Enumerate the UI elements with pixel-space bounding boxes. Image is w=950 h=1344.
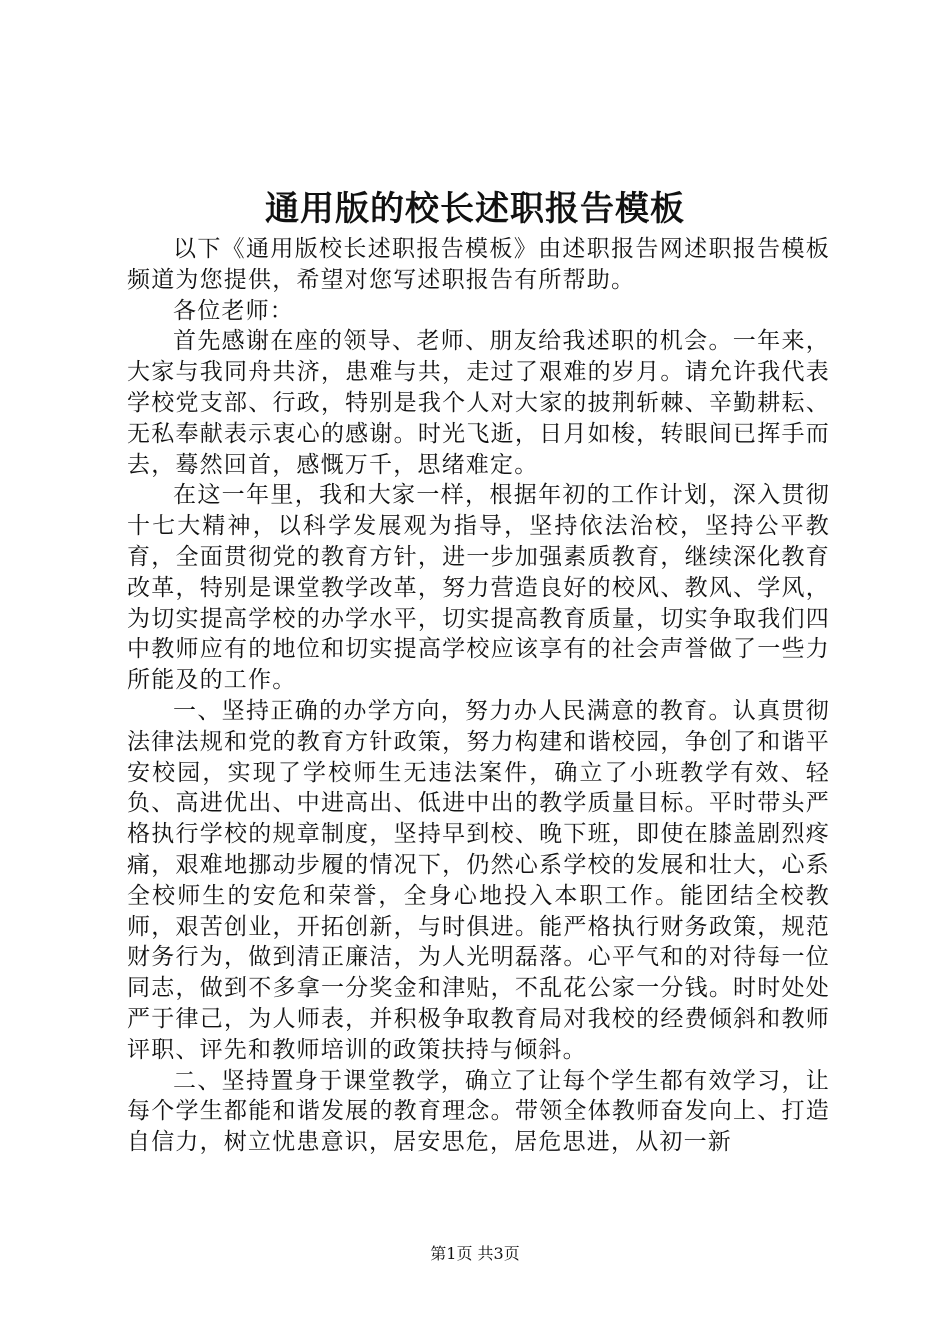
paragraph-overview: 在这一年里，我和大家一样，根据年初的工作计划，深入贯彻十七大精神，以科学发展观为指导，坚持依法治校，坚持公平教育，全面贯彻党的教育方针，进一步加强素质教育，继续深化教育改革，特别是课堂教学改革，努力营造良好的校风、教风、学风，为切实提高学校的办学水平，切实提高教育质量，切实争取我们四中教师应有的地位和切实提高学校应该享有的社会声誉做了一些力所能及的工作。 <box>127 482 830 694</box>
paragraph-intro: 以下《通用版校长述职报告模板》由述职报告网述职报告模板频道为您提供，希望对您写述职报告有所帮助。 <box>127 236 830 293</box>
page-footer: 第1页 共3页 <box>430 1244 520 1263</box>
paragraph-salutation: 各位老师： <box>173 297 294 324</box>
paragraph-section-two: 二、坚持置身于课堂教学，确立了让每个学生都有效学习，让每个学生都能和谐发展的教育理念。带领全体教师奋发向上、打造自信力，树立忧患意识，居安思危，居危思进，从初一新 <box>127 1067 830 1156</box>
document-body <box>127 234 830 1158</box>
document-title: 通用版的校长述职报告模板 <box>265 189 685 229</box>
paragraph-thanks: 首先感谢在座的领导、老师、朋友给我述职的机会。一年来，大家与我同舟共济，患难与共，走过了艰难的岁月。请允许我代表学校党支部、行政，特别是我个人对大家的披荆斩棘、辛勤耕耘、无私奉献表示衷心的感谢。时光飞逝，日月如梭，转眼间已挥手而去，蓦然回首，感慨万千，思绪难定。 <box>127 328 830 478</box>
paragraph-section-one: 一、坚持正确的办学方向，努力办人民满意的教育。认真贯彻法律法规和党的教育方针政策，努力构建和谐校园，争创了和谐平安校园，实现了学校师生无违法案件，确立了小班教学有效、轻负、高进优出、中进高出、低进中出的教学质量目标。平时带头严格执行学校的规章制度，坚持早到校、晚下班，即使在膝盖剧烈疼痛，艰难地挪动步履的情况下，仍然心系学校的发展和壮大，心系全校师生的安危和荣誉，全身心地投入本职工作。能团结全校教师，艰苦创业，开拓创新，与时俱进。能严格执行财务政策，规范财务行为，做到清正廉洁，为人光明磊落。心平气和的对待每一位同志，做到不多拿一分奖金和津贴，不乱花公家一分钱。时时处处严于律己，为人师表，并积极争取教育局对我校的经费倾斜和教师评职、评先和教师培训的政策扶持与倾斜。 <box>127 697 830 1063</box>
